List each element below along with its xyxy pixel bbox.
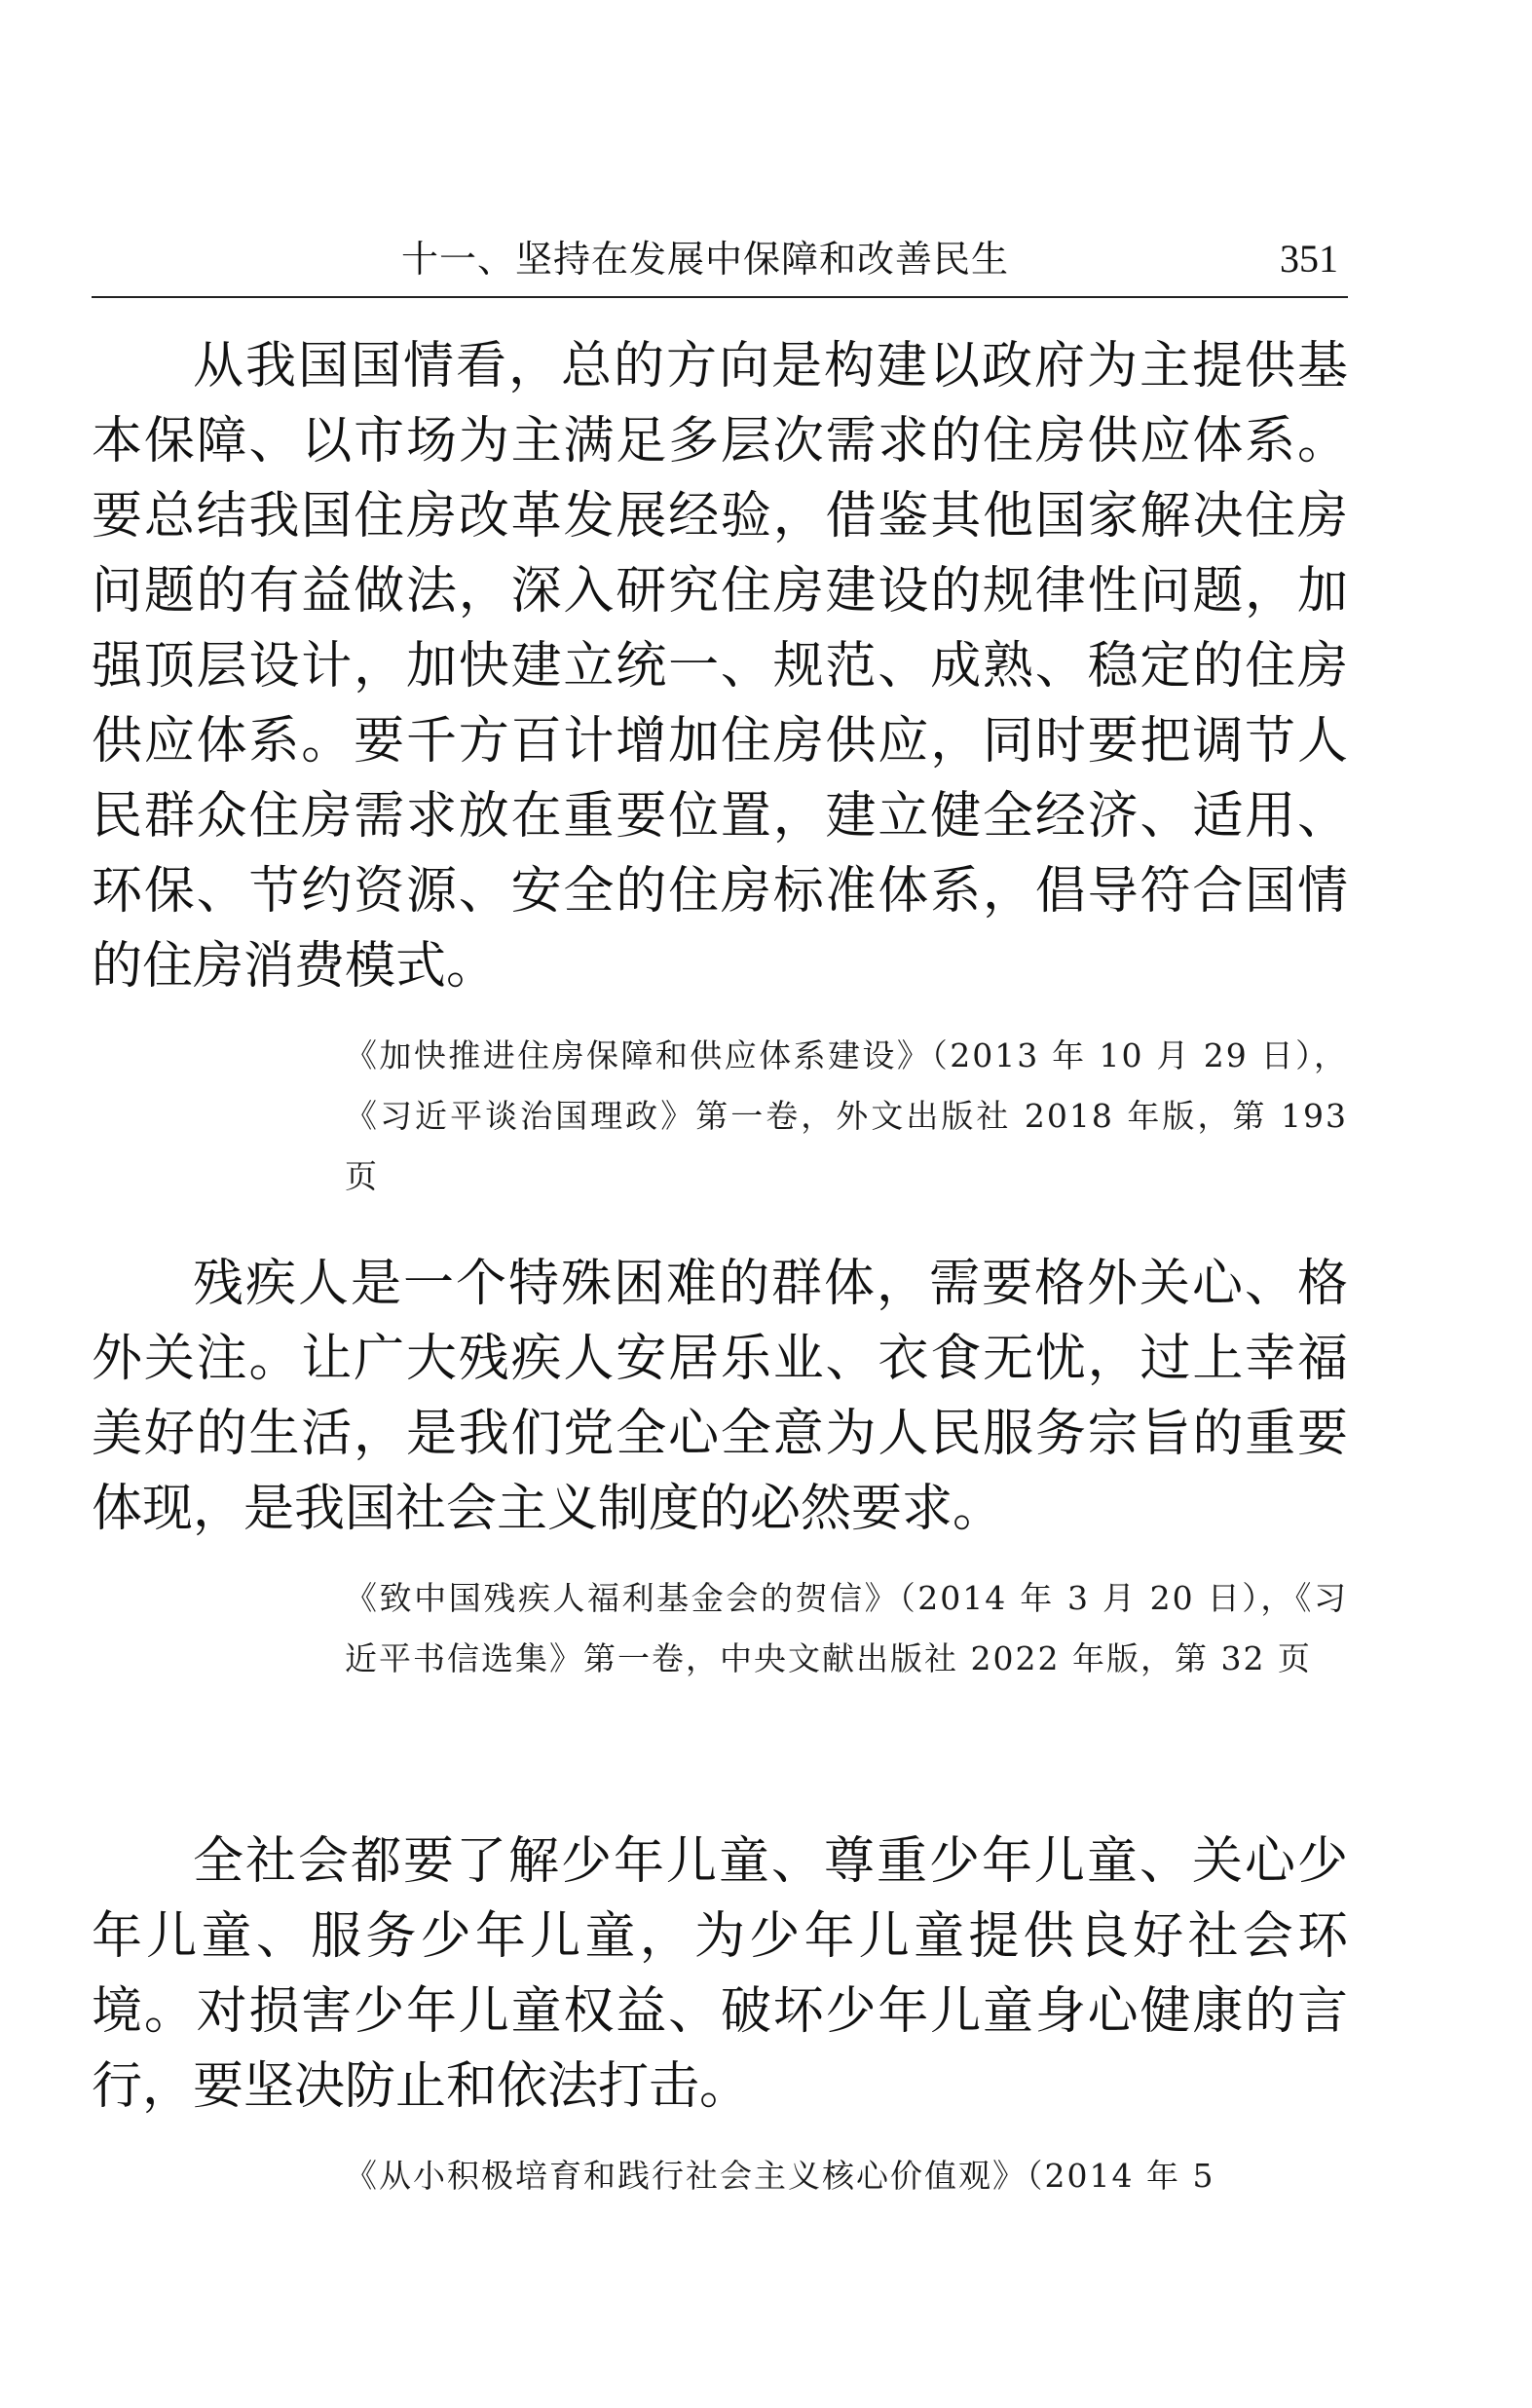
quote-paragraph: 从我国国情看，总的方向是构建以政府为主提供基本保障、以市场为主满足多层次需求的住房供应体系。要总结我国住房改革发展经验，借鉴其他国家解决住房问题的有益做法，深入研究住房建设的规律性问题，加强顶层设计，加快建立统一、规范、成熟、稳定的住房供应体系。要千方百计增加住房供应，同时要把调节人民群众住房需求放在重要位置，建立健全经济、适用、环保、节约资源、安全的住房标准体系，倡导符合国情的住房消费模式。 [92, 337, 1348, 996]
header-rule [92, 296, 1348, 298]
quote-source: 《加快推进住房保障和供应体系建设》（2013 年 10 月 29 日），《习近平谈治国理政》第一卷，外文出版社 2018 年版，第 193 页 [345, 1036, 1348, 1195]
running-title: 十一、坚持在发展中保障和改善民生 [401, 238, 1010, 281]
quote-entry-housing [92, 329, 1348, 1207]
quote-source: 《从小积极培育和践行社会主义核心价值观》（2014 年 5 [345, 2157, 1215, 2195]
quote-entry-children [92, 1825, 1348, 2206]
quote-paragraph: 残疾人是一个特殊困难的群体，需要格外关心、格外关注。让广大残疾人安居乐业、衣食无忧，过上幸福美好的生活，是我们党全心全意为人民服务宗旨的重要体现，是我国社会主义制度的必然要求。 [92, 1255, 1348, 1538]
quote-entry-disabled [92, 1247, 1348, 1689]
quote-paragraph: 全社会都要了解少年儿童、尊重少年儿童、关心少年儿童、服务少年儿童，为少年儿童提供良好社会环境。对损害少年儿童权益、破坏少年儿童身心健康的言行，要坚决防止和依法打击。 [92, 1832, 1348, 2116]
running-head [92, 230, 1348, 288]
quote-source: 《致中国残疾人福利基金会的贺信》（2014 年 3 月 20 日），《习近平书信选集》第一卷，中央文献出版社 2022 年版，第 32 页 [345, 1579, 1348, 1677]
page-number: 351 [1280, 237, 1338, 281]
